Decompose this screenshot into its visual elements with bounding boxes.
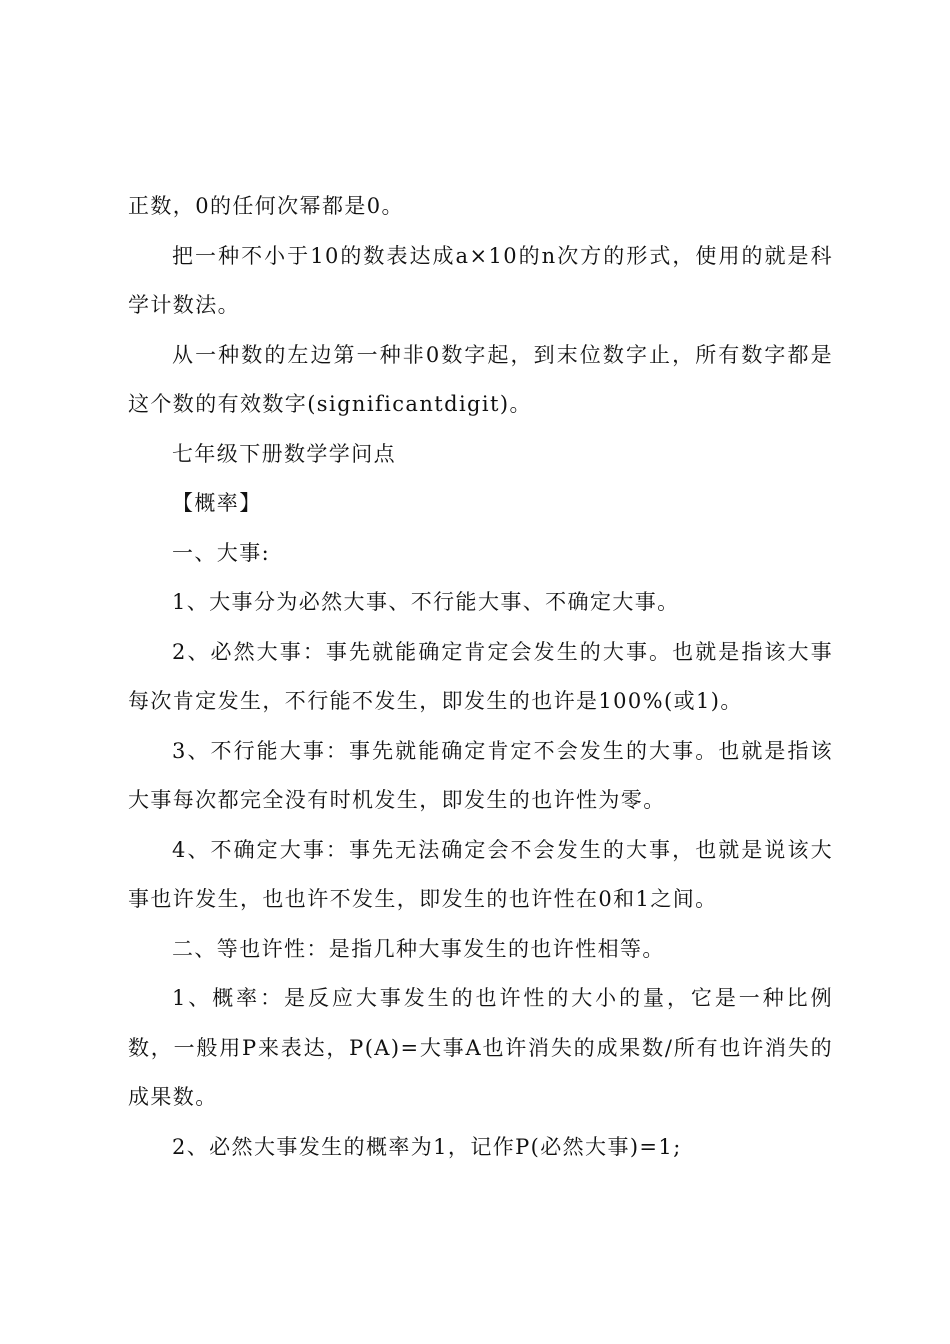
paragraph: 4、不确定大事：事先无法确定会不会发生的大事，也就是说该大事也许发生，也也许不发生，即发生的也许性在0和1之间。 bbox=[128, 837, 833, 911]
section-heading: 七年级下册数学学问点 bbox=[172, 441, 396, 466]
paragraph: 从一种数的左边第一种非0数字起，到末位数字止，所有数字都是这个数的有效数字(significantdigit)。 bbox=[128, 342, 833, 416]
subsection-heading: 二、等也许性：是指几种大事发生的也许性相等。 bbox=[172, 936, 665, 961]
paragraph: 正数，0的任何次幂都是0。 bbox=[128, 194, 404, 218]
paragraph: 3、不行能大事：事先就能确定肯定不会发生的大事。也就是指该大事每次都完全没有时机发生，即发生的也许性为零。 bbox=[128, 738, 833, 812]
paragraph: 1、概率：是反应大事发生的也许性的大小的量，它是一种比例数，一般用P来表达，P(A)=大事A也许消失的成果数/所有也许消失的成果数。 bbox=[128, 986, 833, 1109]
topic-heading: 【概率】 bbox=[172, 491, 262, 515]
paragraph: 把一种不小于10的数表达成a×10的n次方的形式，使用的就是科学计数法。 bbox=[128, 243, 833, 317]
paragraph: 2、必然大事：事先就能确定肯定会发生的大事。也就是指该大事每次肯定发生，不行能不发生，即发生的也许是100%(或1)。 bbox=[128, 639, 833, 713]
paragraph: 1、大事分为必然大事、不行能大事、不确定大事。 bbox=[172, 590, 680, 614]
subsection-heading: 一、大事: bbox=[172, 540, 271, 565]
paragraph: 2、必然大事发生的概率为1，记作P(必然大事)=1; bbox=[172, 1134, 682, 1159]
document-body bbox=[128, 182, 833, 1172]
